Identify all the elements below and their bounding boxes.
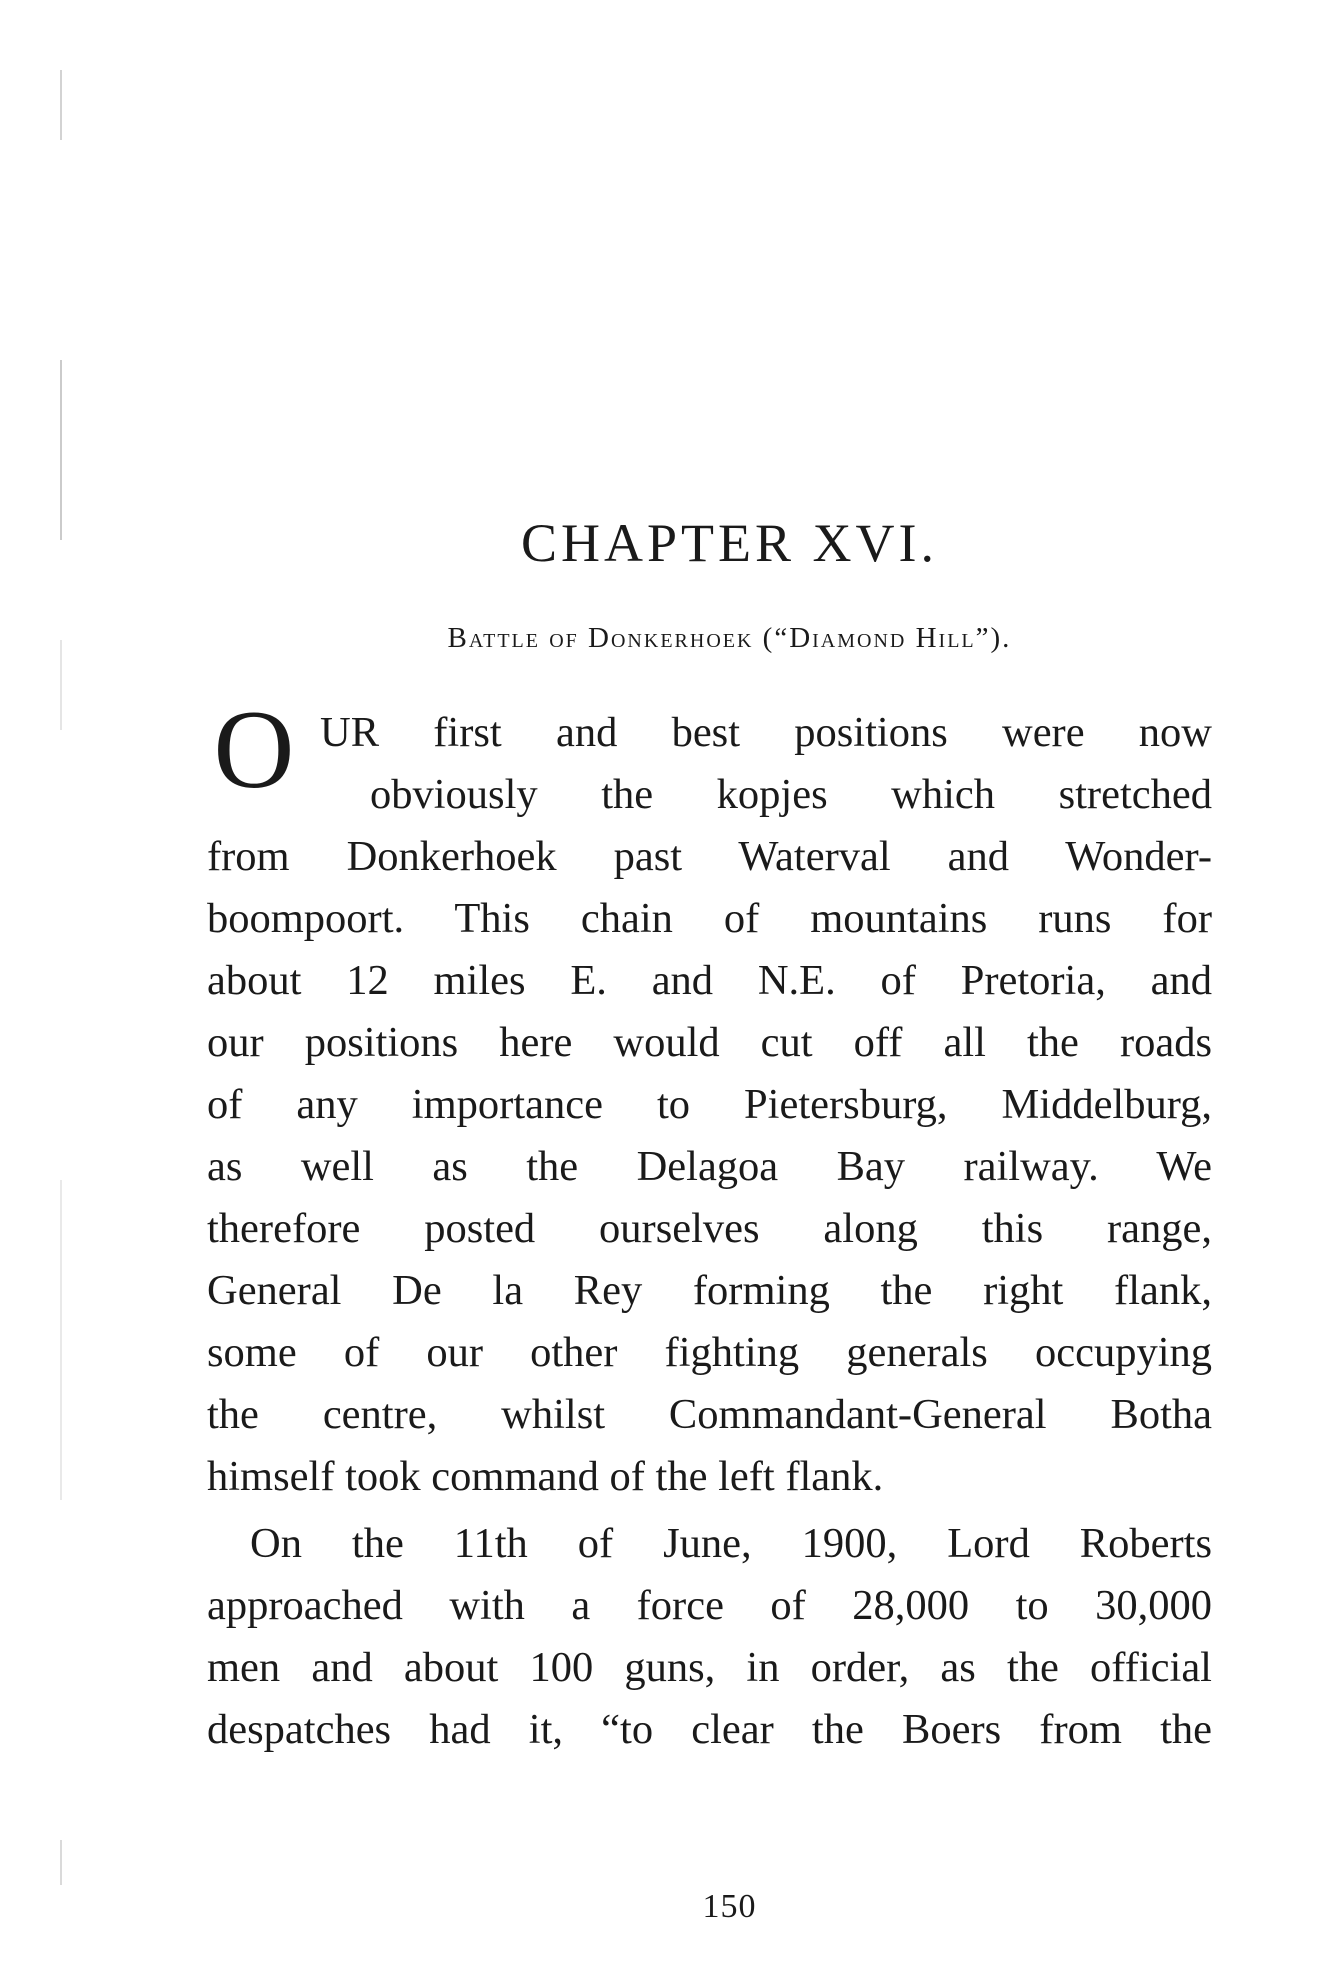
- text-line: as well as the Delagoa Bay railway. We: [207, 1143, 1212, 1190]
- text-line: obviously the kopjes which stretched: [370, 771, 1212, 818]
- text-line: UR first and best positions were now: [320, 709, 1212, 756]
- page-number: 150: [702, 1888, 757, 1925]
- text-line: boompoort. This chain of mountains runs for: [207, 895, 1212, 942]
- text-line: some of our other fighting generals occupying: [207, 1329, 1212, 1376]
- chapter-subtitle: Battle of Donkerhoek (“Diamond Hill”).: [447, 622, 1012, 654]
- text-line: the centre, whilst Commandant-General Botha: [207, 1391, 1212, 1438]
- text-line: despatches had it, “to clear the Boers from the: [207, 1706, 1212, 1753]
- text-line: himself took command of the left flank.: [207, 1453, 884, 1500]
- text-line: approached with a force of 28,000 to 30,000: [207, 1582, 1212, 1629]
- text-line: of any importance to Pietersburg, Middelburg,: [207, 1081, 1212, 1128]
- text-line: about 12 miles E. and N.E. of Pretoria, and: [207, 957, 1212, 1004]
- text-line: men and about 100 guns, in order, as the official: [207, 1644, 1212, 1691]
- text-line: our positions here would cut off all the roads: [207, 1019, 1212, 1066]
- text-line: therefore posted ourselves along this range,: [207, 1205, 1212, 1252]
- text-line: from Donkerhoek past Waterval and Wonder-: [207, 833, 1212, 880]
- text-line: On the 11th of June, 1900, Lord Roberts: [250, 1520, 1212, 1567]
- drop-cap: O: [213, 688, 295, 812]
- chapter-title: CHAPTER XVI.: [520, 513, 938, 573]
- text-line: General De la Rey forming the right flank,: [207, 1267, 1212, 1314]
